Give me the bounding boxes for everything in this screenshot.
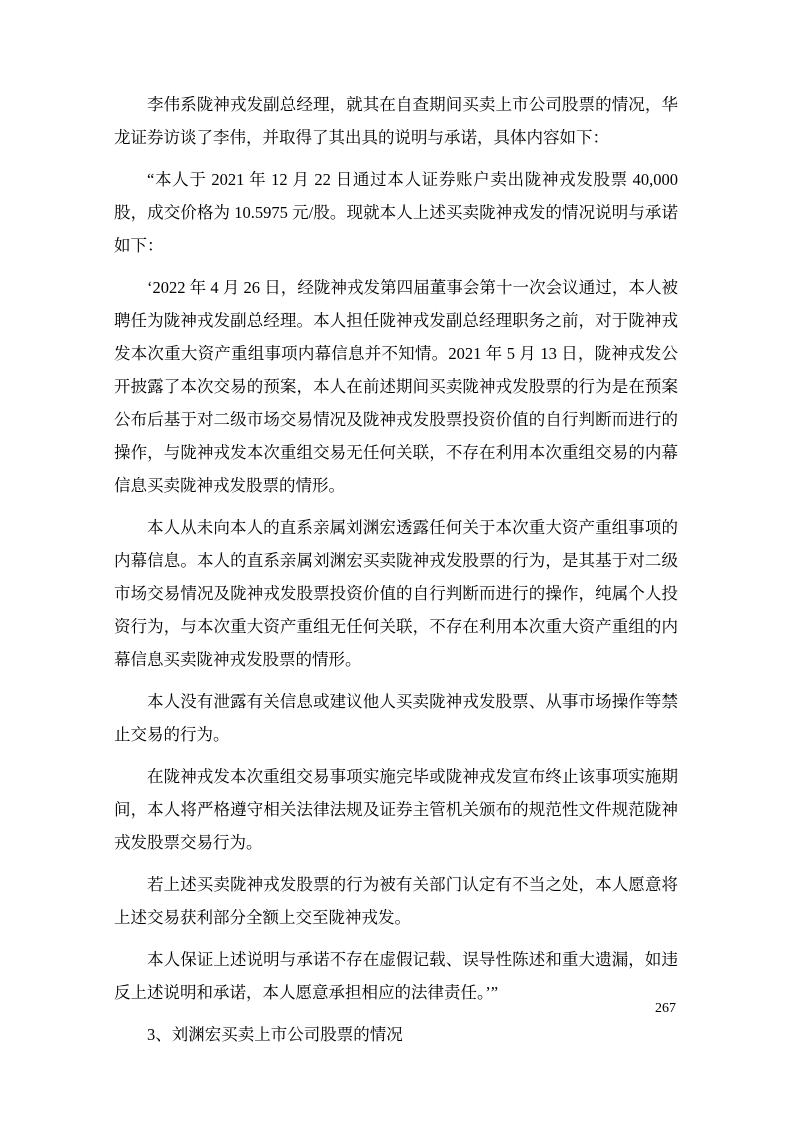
section-heading-3: 3、刘渊宏买卖上市公司股票的情况 [147,1025,403,1044]
paragraph-guarantee: 本人保证上述说明与承诺不存在虚假记载、误导性陈述和重大遗漏，如违反上述说明和承诺，本人愿意承担相应的法律责任。’” [114,950,678,1002]
paragraph-statement-open: “本人于 2021 年 12 月 22 日通过本人证券账户卖出陇神戎发股票 40,000 股，成交价格为 10.5975 元/股。现就本人上述买卖陇神戎发的情况说明与承诺如下： [114,170,678,255]
paragraph-no-leak: 本人没有泄露有关信息或建议他人买卖陇神戎发股票、从事市场操作等禁止交易的行为。 [114,692,678,744]
paragraph-appointment: ‘2022 年 4 月 26 日，经陇神戎发第四届董事会第十一次会议通过，本人被聘任为陇神戎发副总经理。本人担任陇神戎发副总经理职务之前，对于陇神戎发本次重大资产重组事项内幕信息并不知情。2021 年 5 月 13 日，陇神戎发公开披露了本次交易的预案，本人在前述期间买卖陇神戎发股票的行为是在预案公布后基于对二级市场交易情况及陇神戎发股票投资价值的自行判断而进行的操作，与陇神戎发本次重组交易无任何关联，不存在利用本次重组交易的内幕信息买卖陇神戎发股票的情形。 [114,278,678,495]
document-body [114,88,678,1060]
paragraph-compliance: 在陇神戎发本次重组交易事项实施完毕或陇神戎发宣布终止该事项实施期间，本人将严格遵守相关法律法规及证券主管机关颁布的规范性文件规范陇神戎发股票交易行为。 [114,767,678,852]
paragraph-relative-trading: 本人从未向本人的直系亲属刘渊宏透露任何关于本次重大资产重组事项的内幕信息。本人的直系亲属刘渊宏买卖陇神戎发股票的行为，是其基于对二级市场交易情况及陇神戎发股票投资价值的自行判断而进行的操作，纯属个人投资行为，与本次重大资产重组无任何关联，不存在利用本次重大资产重组的内幕信息买卖陇神戎发股票的情形。 [114,518,678,669]
paragraph-intro: 李伟系陇神戎发副总经理，就其在自查期间买卖上市公司股票的情况，华龙证券访谈了李伟，并取得了其出具的说明与承诺，具体内容如下： [114,95,678,147]
page-number: 267 [655,1001,676,1016]
paragraph-profit-surrender: 若上述买卖陇神戎发股票的行为被有关部门认定有不当之处，本人愿意将上述交易获利部分全额上交至陇神戎发。 [114,875,678,927]
